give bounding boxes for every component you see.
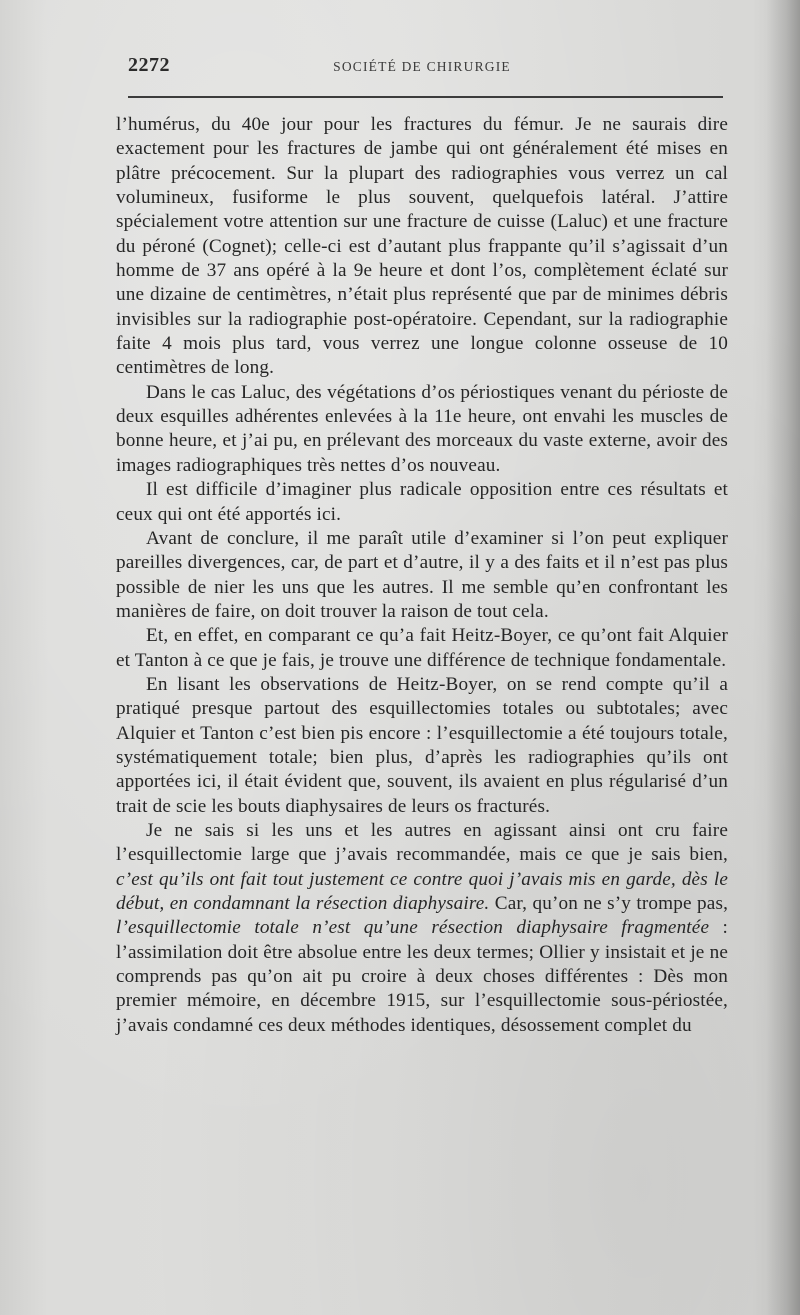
- page-edge-shadow: [766, 0, 800, 1315]
- paragraph-7-italic-b: c’est qu’ils ont fait tout justement ce contre quoi j’avais mis en garde, dès le début, en condamnant la résection diaphysaire.: [116, 868, 728, 914]
- running-head: SOCIÉTÉ DE CHIRURGIE: [333, 59, 511, 74]
- paragraph-7: [116, 819, 728, 1038]
- paragraph-7-text-e: : l’assimilation doit être absolue entre les deux termes; Ollier y insistait et je ne comprends pas qu’on ait pu croire à deux choses différentes : Dès mon premier mémoire, en décembre 1915, sur l’esquillectomie sous-périostée, j’avais condamné ces deux méthodes identiques, désossement complet du: [116, 917, 728, 1036]
- body-text: [116, 113, 728, 1038]
- header-rule: [128, 96, 723, 98]
- page-number: 2272: [128, 54, 170, 76]
- paragraph-7-text-a: Je ne sais si les uns et les autres en agissant ainsi ont cru faire l’esquillectomie large que j’avais recommandée, mais ce que je sais bien,: [116, 819, 728, 866]
- paragraph-7-text-c: Car, qu’on ne s’y trompe pas,: [489, 893, 729, 914]
- paragraph-5: Et, en effet, en comparant ce qu’a fait Heitz-Boyer, ce qu’ont fait Alquier et Tanton à ce que je fais, je trouve une différence de technique fondamentale.: [116, 625, 728, 671]
- paragraph-7-italic-d: l’esquillectomie totale n’est qu’une résection diaphysaire fragmentée: [116, 917, 710, 939]
- page-header: [128, 54, 723, 84]
- paragraph-4: Avant de conclure, il me paraît utile d’examiner si l’on peut expliquer pareilles divergences, car, de part et d’autre, il y a des faits et il n’est pas plus possible de nier les uns que les autres. Il me semble qu’en confrontant les manières de faire, on doit trouver la raison de tout cela.: [116, 527, 728, 622]
- paragraph-3: Il est difficile d’imaginer plus radicale opposition entre ces résultats et ceux qui ont été apportés ici.: [116, 479, 728, 525]
- paragraph-6: En lisant les observations de Heitz-Boyer, on se rend compte qu’il a pratiqué presque partout des esquillectomies totales ou subtotales; avec Alquier et Tanton c’est bien pis encore : l’esquillectomie a été toujours totale, systématiquement totale; bien plus, d’après les radiographies qu’ils ont apportées ici, il était évident que, souvent, ils avaient en plus régularisé d’un trait de scie les bouts diaphysaires de leurs os fracturés.: [116, 673, 728, 817]
- paragraph-2: Dans le cas Laluc, des végétations d’os périostiques venant du périoste de deux esquilles adhérentes enlevées à la 11e heure, ont envahi les muscles de bonne heure, et j’ai pu, en prélevant des morceaux du vaste externe, avoir des images radiographiques très nettes d’os nouveau.: [116, 381, 728, 476]
- paragraph-1: l’humérus, du 40e jour pour les fractures du fémur. Je ne saurais dire exactement pour les fractures de jambe qui ont généralement été mises en plâtre précocement. Sur la plupart des radiographies vous verrez un cal volumineux, fusiforme le plus souvent, quelquefois latéral. J’attire spécialement votre attention sur une fracture de cuisse (Laluc) et une fracture du péroné (Cognet); celle-ci est d’autant plus frappante qu’il s’agissait d’un homme de 37 ans opéré à la 9e heure et dont l’os, complètement éclaté sur une dizaine de centimètres, n’était plus représenté que par de minimes débris invisibles sur la radiographie post-opératoire. Cependant, sur la radiographie faite 4 mois plus tard, vous verrez une longue colonne osseuse de 10 centimètres de long.: [116, 114, 728, 379]
